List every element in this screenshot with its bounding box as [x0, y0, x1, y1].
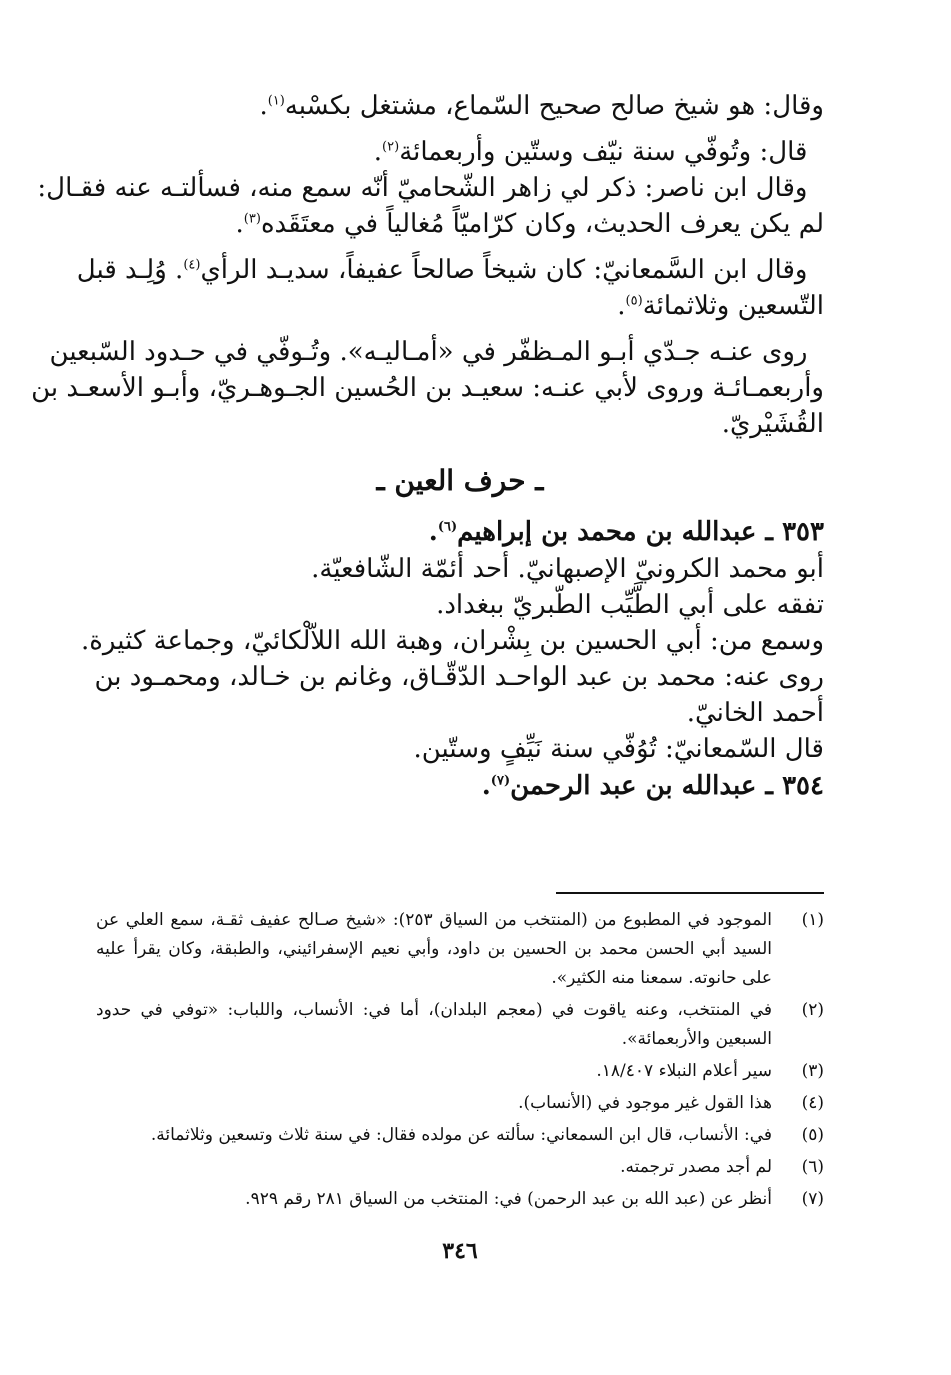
text-line: قال: وتُوفّي سنة نيّف وستّين وأربعمائة$^{(٢)}$. — [373, 137, 808, 167]
footnote-ref[interactable]: (٥) — [625, 293, 643, 309]
footnote-number: (٢) — [801, 1000, 824, 1020]
text-line: وأربعمـائـة وروى لأبي عنـه: سعيـد بن الحُسين الجـوهـريّ، وأبـو الأسعـد بن — [31, 373, 824, 403]
footnote-divider — [556, 892, 824, 894]
footnote-text: الموجود في المطبوع من (المنتخب من السياق ٢٥٣): «شيخ صـالح عفيف ثقـة، سمع العلي عن السيد أبي الحسن محمد بن الحسين بن داود، وأبي نعيم الإسفرائيني، والطبقة، وكان يقرأ عليه على حانوته. سمعنا منه الكثير». — [96, 910, 772, 988]
footnote-number: (١) — [801, 910, 824, 930]
text-line: القُشَيْريّ. — [721, 409, 824, 439]
footnote — [96, 906, 824, 993]
entry-title: ٣٥٣ ـ عبدالله بن محمد بن إبراهيم$^{(٦)}$. — [428, 517, 824, 547]
footnote-number: (٥) — [801, 1125, 824, 1145]
footnote-number: (٦) — [801, 1157, 824, 1177]
text-line: أبو محمد الكرونيّ الإصبهانيّ. أحد أئمّة الشّافعيّة. — [311, 554, 824, 584]
footnote-ref[interactable]: (٣) — [243, 211, 261, 227]
page-content — [31, 88, 824, 1358]
footnote-number: (٤) — [801, 1093, 824, 1113]
footnote-ref[interactable]: (٢) — [382, 139, 400, 155]
footnotes — [96, 906, 824, 1217]
section-heading: ـ حرف العين ـ — [376, 464, 544, 497]
text-line: روى عنه: محمد بن عبد الواحـد الدّقّـاق، وغانم بن خـالد، ومحمـود بن — [94, 662, 824, 692]
footnote-text: هذا القول غير موجود في (الأنساب). — [518, 1093, 772, 1113]
text-line: وقال: هو شيخ صالح صحيح السّماع، مشتغل بكسْبه$^{(١)}$. — [259, 91, 824, 121]
entry-title: ٣٥٤ ـ عبدالله بن عبد الرحمن$^{(٧)}$. — [481, 771, 824, 801]
footnote-ref[interactable]: (٤) — [183, 257, 201, 273]
footnote — [96, 1121, 824, 1150]
text-line: روى عنـه جـدّي أبـو المـظفّر في «أمـاليـه». وتُـوفّي في حـدود السّبعين — [49, 337, 808, 367]
footnote-number: (٣) — [801, 1061, 824, 1081]
footnote-text: في: الأنساب، قال ابن السمعاني: سألته عن مولده فقال: في سنة ثلاث وتسعين وثلاثمائة. — [150, 1125, 772, 1145]
page-number: ٣٤٦ — [442, 1238, 478, 1264]
text-line: قال السّمعانيّ: تُوُفّي سنة نَيِّفٍ وستّين. — [413, 734, 824, 764]
footnote-text: لم أجد مصدر ترجمته. — [620, 1157, 772, 1177]
text-line: لم يكن يعرف الحديث، وكان كرّاميّاً مُغالياً في معتَقَده$^{(٣)}$. — [235, 209, 824, 239]
footnote-ref[interactable]: (٧) — [490, 773, 511, 789]
footnote — [96, 1089, 824, 1118]
footnote-text: سير أعلام النبلاء ١٨/٤٠٧. — [596, 1061, 772, 1081]
footnote — [96, 996, 824, 1054]
text-line: أحمد الخانيّ. — [686, 698, 824, 728]
footnote — [96, 1185, 824, 1214]
text-line: وقال ابن السَّمعانيّ: كان شيخاً صالحاً عفيفاً، سديـد الرأي$^{(٤)}$. وُلِـد قبل — [76, 255, 808, 285]
footnote — [96, 1057, 824, 1086]
footnote-text: أنظر عن (عبد الله بن عبد الرحمن) في: المنتخب من السياق ٢٨١ رقم ٩٢٩. — [245, 1189, 772, 1209]
footnote-ref[interactable]: (٦) — [437, 519, 458, 535]
footnote-ref[interactable]: (١) — [267, 93, 285, 109]
text-line: التّسعين وثلاثمائة$^{(٥)}$. — [617, 291, 824, 321]
text-line: تفقه على أبي الطَّيِّب الطّبريّ ببغداد. — [436, 590, 824, 620]
footnote-text: في المنتخب، وعنه ياقوت في (معجم البلدان)، أما في: الأنساب، واللباب: «توفي في حدود السبعين والأربعمائة». — [96, 1000, 772, 1049]
text-line: وقال ابن ناصر: ذكر لي زاهر الشّحاميّ أنّه سمع منه، فسألتـه عنه فقـال: — [37, 173, 808, 203]
footnote — [96, 1153, 824, 1182]
footnote-number: (٧) — [801, 1189, 824, 1209]
text-line: وسمع من: أبي الحسين بن بِشْران، وهبة الله اللاّلْكائيّ، وجماعة كثيرة. — [81, 626, 824, 656]
